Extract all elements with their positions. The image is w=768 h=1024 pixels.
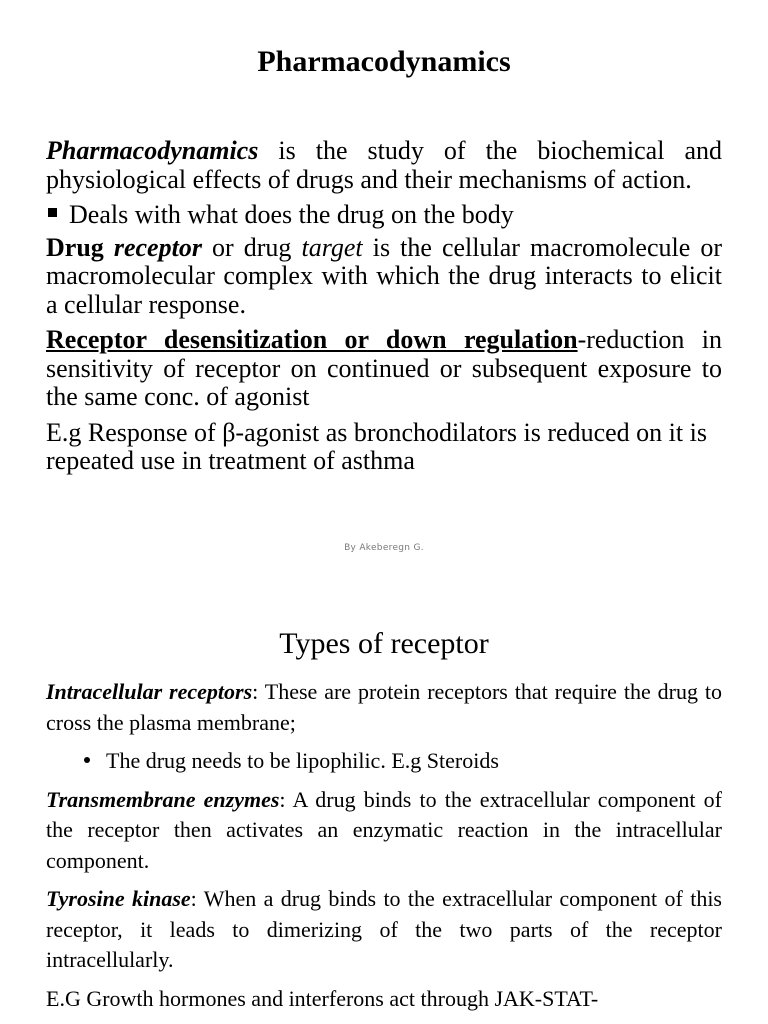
or-drug-text: or drug xyxy=(201,232,302,262)
author-footer: By Akeberegn G. xyxy=(344,543,424,553)
tyrosine-paragraph xyxy=(46,884,722,976)
example-paragraph: E.G Growth hormones and interferons act through JAK-STAT- xyxy=(46,985,599,1011)
term-tyrosine: Tyrosine kinase xyxy=(46,886,191,911)
term-pharmacodynamics: Pharmacodynamics xyxy=(46,136,259,165)
slide-types-of-receptor xyxy=(0,580,768,1024)
drug-receptor-text: is the cellular macromolecule or macromolecular complex with which the drug interacts to elicit a cellular response. xyxy=(46,232,722,319)
term-receptor: receptor xyxy=(113,232,202,262)
square-bullet-icon xyxy=(48,208,57,217)
round-bullet-icon xyxy=(84,757,90,763)
transmembrane-paragraph xyxy=(46,785,722,877)
transmembrane-text: : A drug binds to the extracellular component of the receptor then activates an enzymatic reaction in the intracellular component. xyxy=(46,786,722,873)
term-transmembrane: Transmembrane enzymes xyxy=(46,786,280,812)
drug-receptor-paragraph xyxy=(46,234,722,320)
bullet-text: Deals with what does the drug on the body xyxy=(69,200,514,229)
desensitization-paragraph xyxy=(46,326,722,412)
tyrosine-text: : When a drug binds to the extracellular component of this receptor, it leads to dimerizing of the two parts of the receptor intracellularly. xyxy=(46,886,722,972)
bullet-item xyxy=(84,746,722,777)
slide-title: Types of receptor xyxy=(279,627,489,660)
term-intracellular: Intracellular receptors xyxy=(46,679,253,704)
term-target: target xyxy=(301,232,363,262)
slide-body xyxy=(46,677,722,1022)
bullet-text: The drug needs to be lipophilic. E.g Steroids xyxy=(106,748,499,773)
term-desensitization: Receptor desensitization or down regulation xyxy=(46,325,578,354)
example-paragraph: E.g Response of β-agonist as bronchodilators is reduced on it is repeated use in treatment of asthma xyxy=(46,417,707,475)
slide-title: Pharmacodynamics xyxy=(257,45,511,78)
definition-text: is the study of the biochemical and physiological effects of drugs and their mechanisms of action. xyxy=(46,136,722,194)
slide-body xyxy=(46,137,722,483)
definition-paragraph xyxy=(46,137,722,194)
intracellular-paragraph xyxy=(46,677,722,738)
bullet-item xyxy=(46,201,722,230)
desensitization-text: -reduction in sensitivity of receptor on continued or subsequent exposure to the same conc. of agonist xyxy=(46,325,722,411)
intracellular-text: : These are protein receptors that require the drug to cross the plasma membrane; xyxy=(46,679,722,735)
term-drug: Drug xyxy=(46,232,104,262)
